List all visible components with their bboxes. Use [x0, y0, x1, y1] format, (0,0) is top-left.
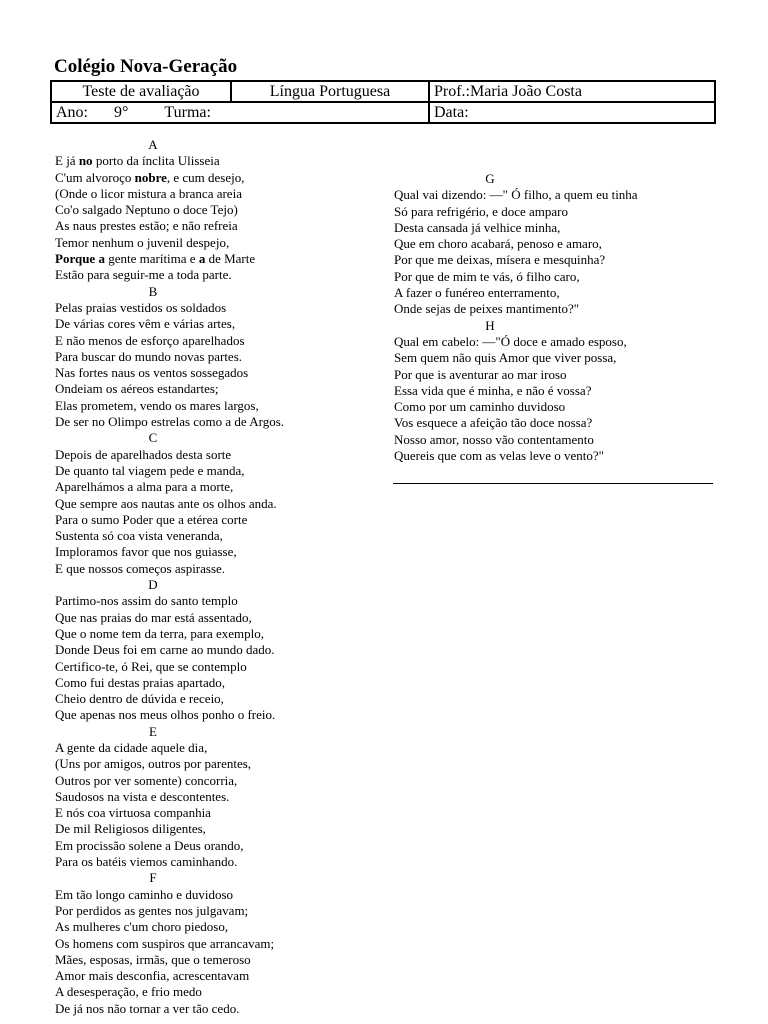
verse-line: [55, 740, 375, 756]
verse-text: gente marítima e: [104, 251, 199, 267]
verse-text: Que em choro acabará, penoso e amaro,: [394, 236, 602, 252]
verse-line: [55, 968, 375, 984]
header-table: [50, 80, 716, 124]
poem-right-column: [394, 171, 724, 464]
stanza-c: [55, 430, 375, 577]
verse-text: Partimo-nos assim do santo templo: [55, 593, 238, 609]
stanza-label: F: [149, 870, 157, 886]
poem-left-column: [55, 137, 375, 1017]
verse-text: de Marte: [205, 251, 256, 267]
bold-word: nobre: [134, 169, 167, 185]
verse-line: [394, 415, 724, 431]
verse-line: [55, 789, 375, 805]
verse-line: [55, 153, 375, 169]
verse-text: De já nos não tornar a ver tão cedo.: [55, 1000, 240, 1016]
verse-line: [55, 593, 375, 609]
stanza-label: B: [148, 283, 158, 299]
verse-text: A gente da cidade aquele dia,: [55, 739, 208, 755]
verse-line: [394, 432, 724, 448]
verse-text: Amor mais desconfia, acrescentavam: [55, 968, 250, 984]
verse-line: [55, 186, 375, 202]
verse-line: [55, 838, 375, 854]
bold-word: no: [78, 153, 93, 169]
verse-line: [55, 1001, 375, 1017]
verse-text: Por que is aventurar ao mar iroso: [394, 366, 567, 382]
ano-label: Ano:: [56, 104, 88, 121]
verse-text: Quereis que com as velas leve o vento?": [394, 448, 604, 464]
verse-text: C'um alvoroço: [55, 169, 135, 185]
verse-line: [55, 936, 375, 952]
verse-text: Que nas praias do mar está assentado,: [55, 609, 252, 625]
stanza-label: A: [148, 137, 158, 152]
stanza-label: H: [485, 317, 495, 333]
verse-text: As mulheres c'um choro piedoso,: [55, 919, 229, 935]
subject-cell: Língua Portuguesa: [231, 81, 429, 102]
verse-line: [55, 919, 375, 935]
verse-line: [55, 756, 375, 772]
school-title: Colégio Nova-Geração: [54, 56, 238, 77]
verse-line: [394, 252, 724, 268]
verse-line: [55, 773, 375, 789]
turma-label: Turma:: [164, 104, 211, 121]
stanza-b: [55, 284, 375, 431]
stanza-f: [55, 870, 375, 1017]
verse-text: E não menos de esforço aparelhados: [55, 332, 245, 348]
stanza-label: G: [485, 171, 495, 186]
verse-line: [55, 463, 375, 479]
verse-text: Estão para seguir-me a toda parte.: [55, 267, 232, 283]
verse-text: Pelas praias vestidos os soldados: [55, 299, 227, 315]
verse-line: [55, 887, 375, 903]
verse-text: Imploramos favor que nos guiasse,: [55, 544, 237, 560]
verse-text: Sem quem não quis Amor que viver possa,: [394, 350, 617, 366]
verse-text: Por perdidos as gentes nos julgavam;: [55, 902, 249, 918]
verse-text: Cheio dentro de dúvida e receio,: [55, 691, 224, 707]
verse-line: [55, 251, 375, 267]
verse-line: [55, 316, 375, 332]
verse-line: [55, 235, 375, 251]
verse-line: [55, 349, 375, 365]
separator-line: [393, 483, 713, 484]
verse-line: [55, 821, 375, 837]
verse-text: (Onde o licor mistura a branca areia: [55, 185, 242, 201]
verse-line: [55, 903, 375, 919]
verse-line: [394, 269, 724, 285]
verse-line: [394, 448, 724, 464]
verse-text: Desta cansada já velhice minha,: [394, 219, 561, 235]
verse-line: [55, 675, 375, 691]
verse-text: Só para refrigério, e doce amparo: [394, 203, 568, 219]
verse-line: [55, 854, 375, 870]
verse-text: Que apenas nos meus olhos ponho o freio.: [55, 707, 276, 723]
verse-line: [55, 170, 375, 186]
verse-text: Co'o salgado Neptuno o doce Tejo): [55, 202, 238, 218]
verse-line: [394, 334, 724, 350]
verse-line: [394, 399, 724, 415]
verse-text: (Uns por amigos, outros por parentes,: [55, 756, 252, 772]
verse-line: [55, 610, 375, 626]
verse-line: [55, 805, 375, 821]
verse-line: [55, 496, 375, 512]
verse-text: Por que me deixas, mísera e mesquinha?: [394, 252, 606, 268]
verse-line: [55, 642, 375, 658]
verse-text: De várias cores vêm e várias artes,: [55, 316, 236, 332]
verse-text: Temor nenhum o juvenil despejo,: [55, 234, 230, 250]
verse-text: Os homens com suspiros que arrancavam;: [55, 935, 275, 951]
verse-text: Em tão longo caminho e duvidoso: [55, 886, 234, 902]
verse-line: [55, 561, 375, 577]
verse-text: De quanto tal viagem pede e manda,: [55, 462, 245, 478]
verse-line: [394, 383, 724, 399]
verse-text: Certifico-te, ó Rei, que se contemplo: [55, 658, 247, 674]
verse-text: A desesperação, e frio medo: [55, 984, 202, 1000]
verse-text: Essa vida que é minha, e não é vossa?: [394, 382, 592, 398]
verse-text: Onde sejas de peixes mantimento?": [394, 301, 580, 317]
verse-text: Vos esquece a afeição tão doce nossa?: [394, 415, 593, 431]
verse-text: E nós coa virtuosa companhia: [55, 805, 211, 821]
verse-text: porto da ínclita Ulisseia: [92, 153, 220, 169]
test-type-cell: Teste de avaliação: [51, 81, 231, 102]
verse-line: [55, 414, 375, 430]
verse-text: Para os batéis viemos caminhando.: [55, 854, 238, 870]
verse-line: [394, 187, 724, 203]
verse-line: [55, 544, 375, 560]
verse-text: Para buscar do mundo novas partes.: [55, 348, 243, 364]
verse-text: Qual em cabelo: —"Ó doce e amado esposo,: [394, 333, 627, 349]
verse-text: , e cum desejo,: [166, 169, 245, 185]
verse-text: Que sempre aos nautas ante os olhos anda.: [55, 495, 277, 511]
verse-line: [55, 952, 375, 968]
verse-text: Por que de mim te vás, ó filho caro,: [394, 268, 580, 284]
stanza-a: [55, 137, 375, 284]
verse-text: Qual vai dizendo: —" Ó filho, a quem eu tinha: [394, 187, 638, 203]
bold-word: a: [198, 251, 206, 267]
verse-line: [55, 512, 375, 528]
stanza-label: D: [148, 577, 158, 593]
verse-line: [55, 381, 375, 397]
verse-text: Sustenta só coa vista veneranda,: [55, 528, 223, 544]
verse-line: [394, 220, 724, 236]
verse-text: Outros por ver somente) concorria,: [55, 772, 238, 788]
verse-text: Como por um caminho duvidoso: [394, 399, 566, 415]
verse-line: [55, 333, 375, 349]
verse-text: Mães, esposas, irmãs, que o temeroso: [55, 951, 251, 967]
date-cell: [429, 102, 715, 123]
verse-line: [55, 202, 375, 218]
stanza-label: C: [148, 430, 158, 446]
verse-line: [55, 984, 375, 1000]
verse-text: Nosso amor, nosso vão contentamento: [394, 431, 594, 447]
verse-text: Que o nome tem da terra, para exemplo,: [55, 625, 264, 641]
header-row-2: [51, 102, 715, 123]
verse-text: De ser no Olimpo estrelas como a de Argos.: [55, 414, 285, 430]
verse-line: [55, 659, 375, 675]
verse-line: [394, 285, 724, 301]
verse-line: [55, 479, 375, 495]
verse-line: [55, 691, 375, 707]
verse-line: [55, 365, 375, 381]
verse-text: Nas fortes naus os ventos sossegados: [55, 365, 249, 381]
verse-text: Aparelhámos a alma para a morte,: [55, 479, 234, 495]
verse-text: E já: [55, 153, 79, 169]
verse-text: Saudosos na vista e descontentes.: [55, 788, 230, 804]
stanza-h: [394, 318, 724, 465]
year-class-cell: [51, 102, 429, 123]
header-row-1: [51, 81, 715, 102]
verse-line: [55, 626, 375, 642]
verse-text: As naus prestes estão; e não refreia: [55, 218, 238, 234]
verse-line: [394, 204, 724, 220]
verse-line: [55, 707, 375, 723]
verse-line: [55, 218, 375, 234]
verse-text: A fazer o funéreo enterramento,: [394, 285, 560, 301]
bold-word: Porque a: [55, 251, 105, 267]
stanza-d: [55, 577, 375, 724]
verse-text: Como fui destas praias apartado,: [55, 674, 226, 690]
verse-line: [55, 267, 375, 283]
verse-text: Ondeiam os aéreos estandartes;: [55, 381, 219, 397]
ano-value: 9°: [114, 104, 129, 121]
verse-text: E que nossos começos aspirasse.: [55, 560, 226, 576]
verse-text: Depois de aparelhados desta sorte: [55, 446, 232, 462]
data-label: Data:: [434, 104, 469, 121]
verse-line: [394, 350, 724, 366]
verse-text: Elas prometem, vendo os mares largos,: [55, 397, 259, 413]
verse-line: [55, 300, 375, 316]
teacher-cell: Prof.:Maria João Costa: [429, 81, 715, 102]
stanza-label: E: [149, 723, 157, 739]
verse-line: [394, 301, 724, 317]
verse-line: [394, 236, 724, 252]
verse-text: De mil Religiosos diligentes,: [55, 821, 206, 837]
verse-line: [55, 398, 375, 414]
verse-line: [55, 447, 375, 463]
verse-text: Para o sumo Poder que a etérea corte: [55, 511, 248, 527]
verse-line: [394, 367, 724, 383]
stanza-e: [55, 724, 375, 871]
verse-text: Em procissão solene a Deus orando,: [55, 837, 244, 853]
verse-line: [55, 528, 375, 544]
stanza-g: [394, 171, 724, 318]
verse-text: Donde Deus foi em carne ao mundo dado.: [55, 642, 275, 658]
